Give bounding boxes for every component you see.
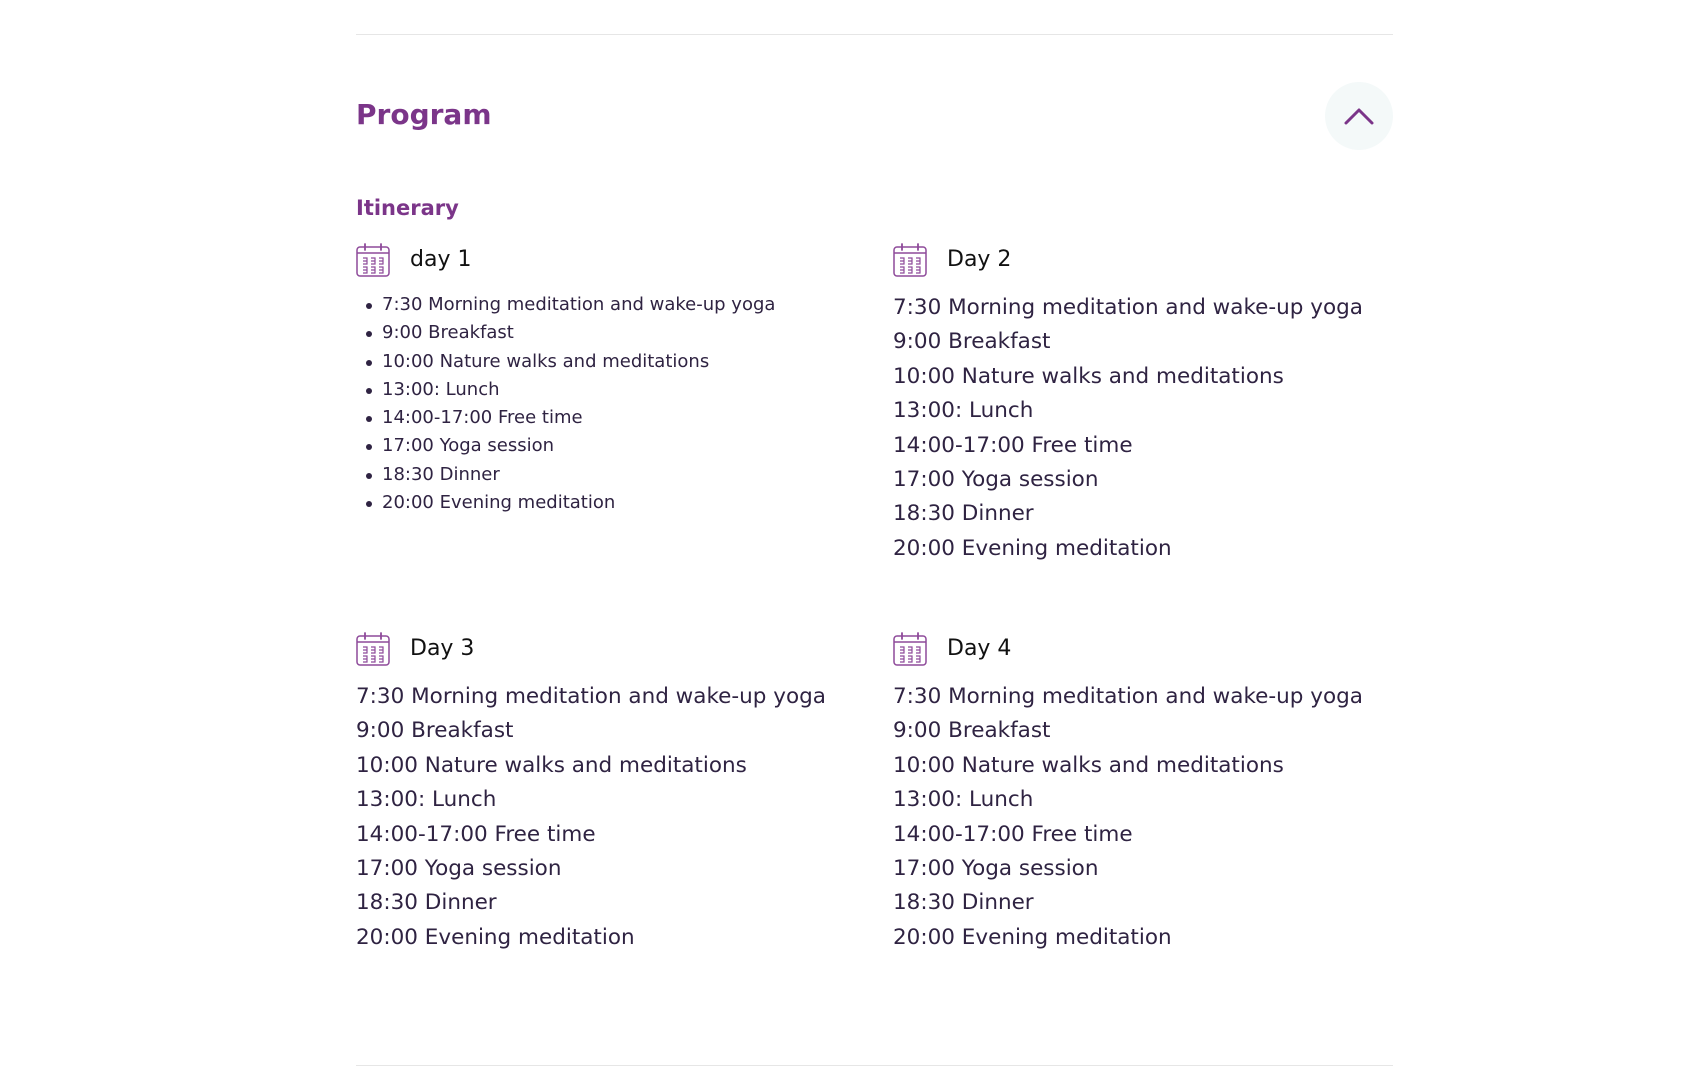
- list-item: 20:00 Evening meditation: [356, 924, 635, 950]
- day-card: [356, 243, 856, 517]
- list-item: 7:30 Morning meditation and wake-up yoga: [356, 684, 826, 709]
- day-schedule-list: [356, 291, 856, 517]
- list-item: 17:00 Yoga session: [356, 856, 562, 882]
- list-item: 14:00-17:00 Free time: [893, 821, 1133, 847]
- list-item: 14:00-17:00 Free time: [366, 404, 856, 432]
- day-label: Day 4: [947, 636, 1012, 661]
- day-schedule-list: [893, 291, 1393, 566]
- day-card: [893, 632, 1393, 955]
- program-header: [356, 82, 1393, 150]
- day-header: [356, 632, 856, 666]
- list-item: 7:30 Morning meditation and wake-up yoga: [893, 295, 1363, 320]
- list-item: 20:00 Evening meditation: [366, 489, 856, 517]
- program-title: Program: [356, 98, 492, 131]
- list-item: 18:30 Dinner: [893, 890, 1034, 916]
- list-item: 18:30 Dinner: [356, 890, 497, 916]
- list-item: 10:00 Nature walks and meditations: [366, 348, 856, 376]
- list-item: 7:30 Morning meditation and wake-up yoga: [893, 684, 1363, 709]
- top-divider: [356, 34, 1393, 35]
- list-item: 17:00 Yoga session: [893, 467, 1099, 493]
- day-label: Day 3: [410, 636, 475, 661]
- list-item: 20:00 Evening meditation: [893, 924, 1172, 950]
- day-card: [893, 243, 1393, 566]
- day-header: [356, 243, 856, 277]
- list-item: 9:00 Breakfast: [893, 718, 1051, 744]
- list-item: 17:00 Yoga session: [893, 856, 1099, 882]
- list-item: 13:00: Lunch: [366, 376, 856, 404]
- list-item: 18:30 Dinner: [366, 461, 856, 489]
- day-card: [356, 632, 856, 955]
- list-item: 14:00-17:00 Free time: [356, 821, 596, 847]
- day-schedule-list: [356, 680, 856, 955]
- calendar-icon: [893, 243, 927, 277]
- chevron-up-icon: [1343, 106, 1375, 126]
- calendar-icon: [356, 243, 390, 277]
- list-item: 9:00 Breakfast: [356, 718, 514, 744]
- list-item: 10:00 Nature walks and meditations: [356, 752, 747, 778]
- list-item: 17:00 Yoga session: [366, 432, 856, 460]
- collapse-program-button[interactable]: [1325, 82, 1393, 150]
- list-item: 9:00 Breakfast: [366, 319, 856, 347]
- list-item: 10:00 Nature walks and meditations: [893, 752, 1284, 778]
- bottom-divider: [356, 1065, 1393, 1066]
- list-item: 13:00: Lunch: [893, 787, 1034, 813]
- list-item: 10:00 Nature walks and meditations: [893, 363, 1284, 389]
- calendar-icon: [356, 632, 390, 666]
- list-item: 9:00 Breakfast: [893, 329, 1051, 355]
- list-item: 13:00: Lunch: [893, 398, 1034, 424]
- day-header: [893, 632, 1393, 666]
- day-schedule-list: [893, 680, 1393, 955]
- list-item: 14:00-17:00 Free time: [893, 432, 1133, 458]
- day-label: day 1: [410, 247, 472, 272]
- itinerary-title: Itinerary: [356, 196, 459, 220]
- list-item: 13:00: Lunch: [356, 787, 497, 813]
- day-header: [893, 243, 1393, 277]
- list-item: 20:00 Evening meditation: [893, 535, 1172, 561]
- list-item: 18:30 Dinner: [893, 501, 1034, 527]
- calendar-icon: [893, 632, 927, 666]
- day-label: Day 2: [947, 247, 1012, 272]
- list-item: 7:30 Morning meditation and wake-up yoga: [366, 291, 856, 319]
